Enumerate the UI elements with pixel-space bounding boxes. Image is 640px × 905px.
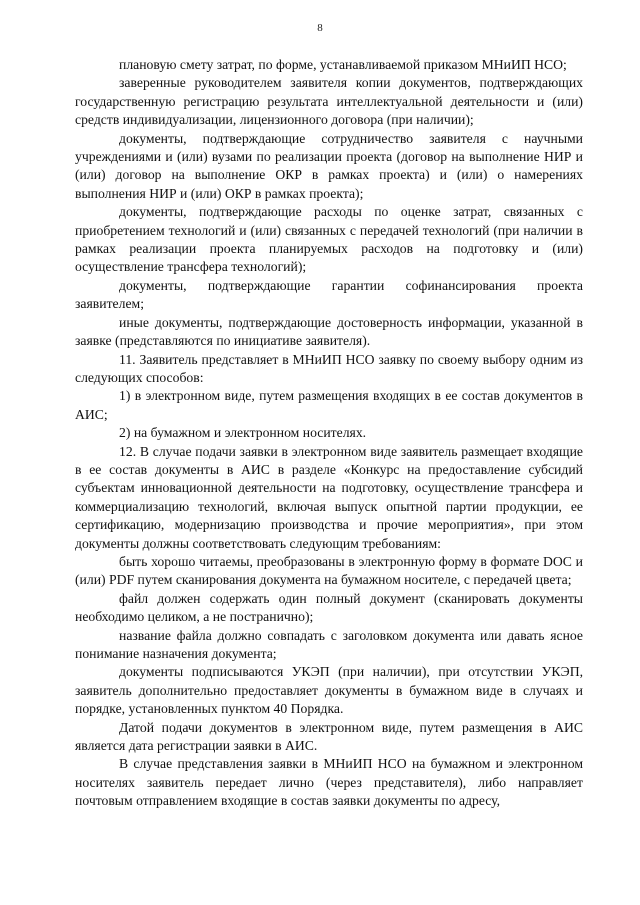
paragraph: название файла должно совпадать с заголовком документа или давать ясное понимание назначения документа; bbox=[75, 627, 583, 661]
paragraph: документы, подтверждающие гарантии софинансирования проекта заявителем; bbox=[75, 277, 583, 312]
paragraph: иные документы, подтверждающие достоверность информации, указанной в заявке (представляются по инициативе заявителя). bbox=[75, 314, 583, 349]
paragraph: файл должен содержать один полный документ (сканировать документы необходимо целиком, а не постранично); bbox=[75, 590, 583, 625]
paragraph: документы подписываются УКЭП (при наличии), при отсутствии УКЭП, заявитель дополнительно предоставляет документы в бумажном виде в случаях и порядке, установленных пунктом 40 Порядка. bbox=[75, 664, 583, 717]
paragraph: 2) на бумажном и электронном носителях. bbox=[119, 425, 367, 441]
paragraph: заверенные руководителем заявителя копии документов, подтверждающих государственную регистрацию результата интеллектуальной деятельности и (или) средств индивидуализации, лицензионного договора (при наличии); bbox=[75, 75, 583, 128]
paragraph: быть хорошо читаемы, преобразованы в электронную форму в формате DOC и (или) PDF путем сканирования документа на бумажном носителе, с передачей цвета; bbox=[75, 553, 583, 588]
paragraph: Датой подачи документов в электронном виде, путем размещения в АИС является дата регистрации заявки в АИС. bbox=[75, 719, 583, 754]
paragraph: документы, подтверждающие расходы по оценке затрат, связанных с приобретением технологий и (или) связанных с передачей технологий (при наличии в рамках реализации проекта планируемых расходов на подготовку и (или) осуществление трансфера технологий); bbox=[75, 204, 583, 275]
paragraph: плановую смету затрат, по форме, устанавливаемой приказом МНиИП НСО; bbox=[119, 57, 567, 72]
paragraph: В случае представления заявки в МНиИП НСО на бумажном и электронном носителях заявитель передает лично (через представителя), либо направляет почтовым отправлением входящие в состав заявки документы по адресу, bbox=[75, 756, 583, 809]
paragraph: документы, подтверждающие сотрудничество заявителя с научными учреждениями и (или) вузами по реализации проекта (договор на выполнение НИР и (или) договор на выполнение ОКР в рамках проекта) и (или) о намерениях выполнения НИР и (или) ОКР в рамках проекта); bbox=[75, 130, 583, 201]
paragraph: 1) в электронном виде, путем размещения входящих в ее состав документов в АИС; bbox=[75, 388, 583, 422]
page-number: 8 bbox=[317, 22, 323, 34]
paragraph: 12. В случае подачи заявки в электронном виде заявитель размещает входящие в ее состав документы в АИС в разделе «Конкурс на предоставление субсидий субъектам инновационной деятельности на подготовку, осуществление трансфера и коммерциализацию технологий, включая выпуск опытной партии продукции, ее сертификацию, модернизацию производства и прочие мероприятия», при этом документы должны соответствовать следующим требованиям: bbox=[75, 443, 583, 551]
paragraph: 11. Заявитель представляет в МНиИП НСО заявку по своему выбору одним из следующих способов: bbox=[75, 351, 583, 385]
document-body bbox=[75, 56, 583, 811]
